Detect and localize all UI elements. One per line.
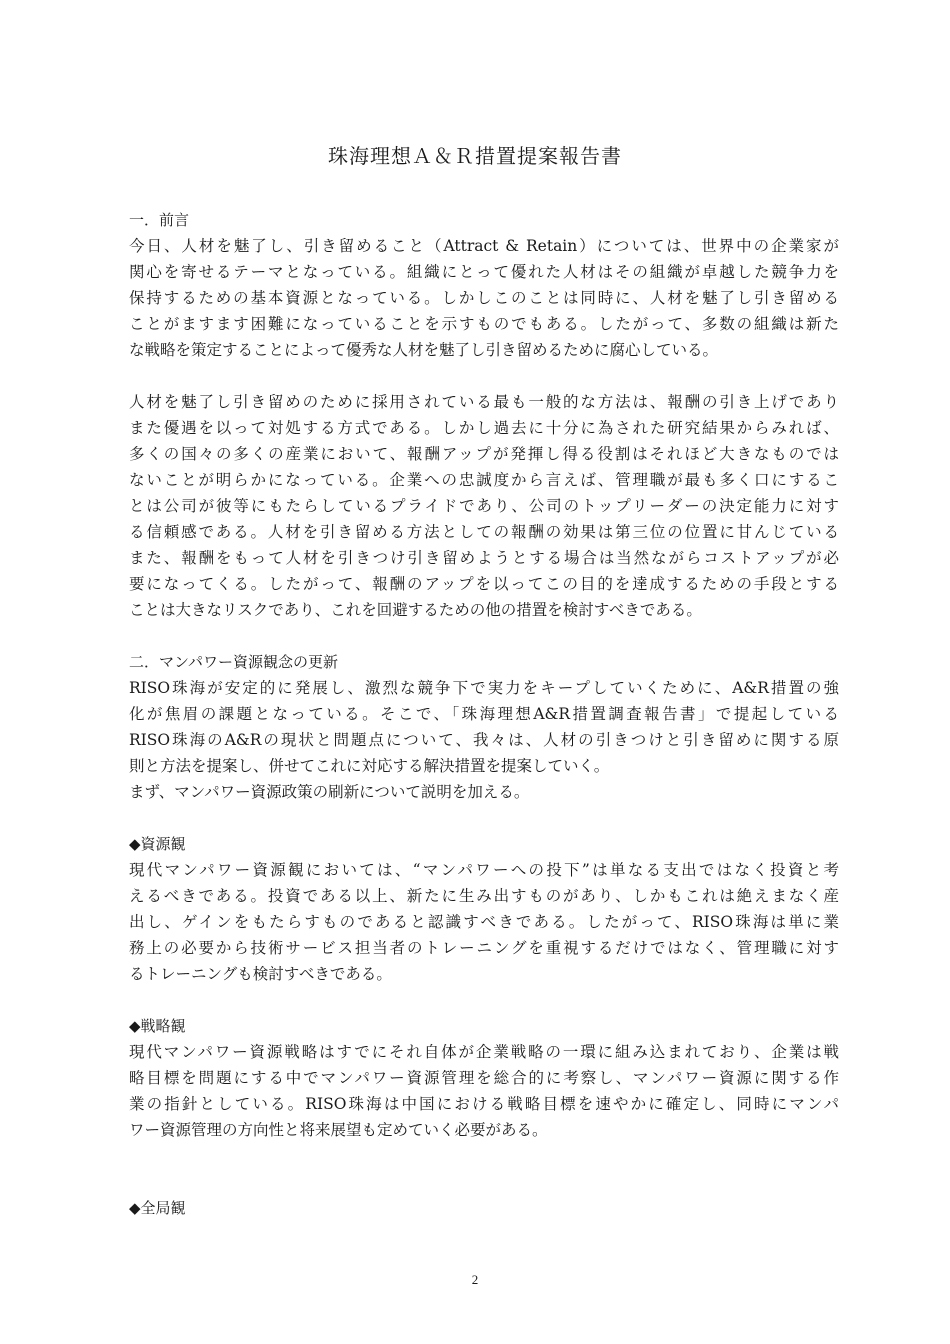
text-line: ことは大きなリスクであり、これを回避するための他の措置を検討すべきである。	[129, 601, 702, 619]
text-line: ワー資源管理の方向性と将来展望も定めていく必要がある。	[129, 1121, 548, 1139]
text-line: 保持するための基本資源となっている。しかしこのことは同時に、人材を魅了し引き留める	[129, 289, 839, 307]
text-line: 現代マンパワー資源観においては、“マンパワーへの投下”は単なる支出ではなく投資と考	[129, 861, 839, 879]
text-line: RISO珠海が安定的に発展し、激烈な競争下で実力をキープしていくために、A&R措置の強	[129, 679, 839, 697]
text-line: 現代マンパワー資源戦略はすでにそれ自体が企業戦略の一環に組み込まれており、企業は戦	[129, 1043, 839, 1061]
document-title: 珠海理想Ａ＆Ｒ措置提案報告書	[328, 144, 622, 168]
paragraph-resource-view	[129, 857, 839, 987]
paragraph-strategy-view	[129, 1039, 839, 1143]
text-line: 略目標を問題にする中でマンパワー資源管理を総合的に考察し、マンパワー資源に関する作	[129, 1069, 839, 1087]
text-line: まず、マンパワー資源政策の刷新について説明を加える。	[129, 783, 530, 801]
text-line: また、報酬をもって人材を引きつけ引き留めようとする場合は当然ながらコストアップが必	[129, 549, 839, 567]
section-heading-resource-view: ◆資源観	[129, 835, 186, 853]
text-line: 要になってくる。したがって、報酬のアップを以ってこの目的を達成するための手段とする	[129, 575, 839, 593]
text-line: 則と方法を提案し、併せてこれに対応する解決措置を提案していく。	[129, 757, 610, 775]
text-line: ないことが明らかになっている。企業への忠誠度から言えば、管理職が最も多く口にするこ	[129, 471, 839, 489]
text-line: 多くの国々の多くの産業において、報酬アップが発揮し得る役割はそれほど大きなものでは	[129, 445, 839, 463]
section-heading-overall-view: ◆全局観	[129, 1199, 186, 1217]
paragraph-preface-1	[129, 233, 839, 363]
text-line: 化が焦眉の課題となっている。そこで、「珠海理想A&R措置調査報告書」で提起している	[129, 705, 839, 723]
text-line: えるべきである。投資である以上、新たに生み出すものがあり、しかもこれは絶えまなく産	[129, 887, 839, 905]
paragraph-preface-2	[129, 389, 839, 623]
paragraph-manpower	[129, 675, 839, 805]
text-line: RISO珠海のA&Rの現状と問題点について、我々は、人材の引きつけと引き留めに関する原	[129, 731, 839, 749]
section-heading-strategy-view: ◆戦略観	[129, 1017, 186, 1035]
text-line: な戦略を策定することによって優秀な人材を魅了し引き留めるために腐心している。	[129, 341, 719, 359]
text-line: る信頼感である。人材を引き留める方法としての報酬の効果は第三位の位置に甘んじている	[129, 523, 839, 541]
text-line: 務上の必要から技術サービス担当者のトレーニングを重視するだけではなく、管理職に対す	[129, 939, 839, 957]
section-heading-manpower: 二．マンパワー資源観念の更新	[129, 653, 338, 671]
section-heading-preface: 一．前言	[129, 211, 190, 229]
text-line: 今日、人材を魅了し、引き留めること（Attract & Retain）については、世界中の企業家が	[129, 237, 839, 255]
text-line: 出し、ゲインをもたらすものであると認識すべきである。したがって、RISO珠海は単に業	[129, 913, 839, 931]
text-line: るトレーニングも検討すべきである。	[129, 965, 392, 983]
text-line: 人材を魅了し引き留めのために採用されている最も一般的な方法は、報酬の引き上げであり	[129, 393, 839, 411]
text-line: とは公司が彼等にもたらしているプライドであり、公司のトップリーダーの決定能力に対す	[129, 497, 839, 515]
text-line: また優遇を以って対処する方式である。しかし過去に十分に為された研究結果からみれば、	[129, 419, 839, 437]
text-line: 関心を寄せるテーマとなっている。組織にとって優れた人材はその組織が卓越した競争力を	[129, 263, 839, 281]
text-line: ことがますます困難になっていることを示すものでもある。したがって、多数の組織は新た	[129, 315, 839, 333]
page-number: 2	[471, 1272, 479, 1287]
text-line: 業の指針としている。RISO珠海は中国における戦略目標を速やかに確定し、同時にマンパ	[129, 1095, 839, 1113]
document-body	[129, 207, 839, 1221]
